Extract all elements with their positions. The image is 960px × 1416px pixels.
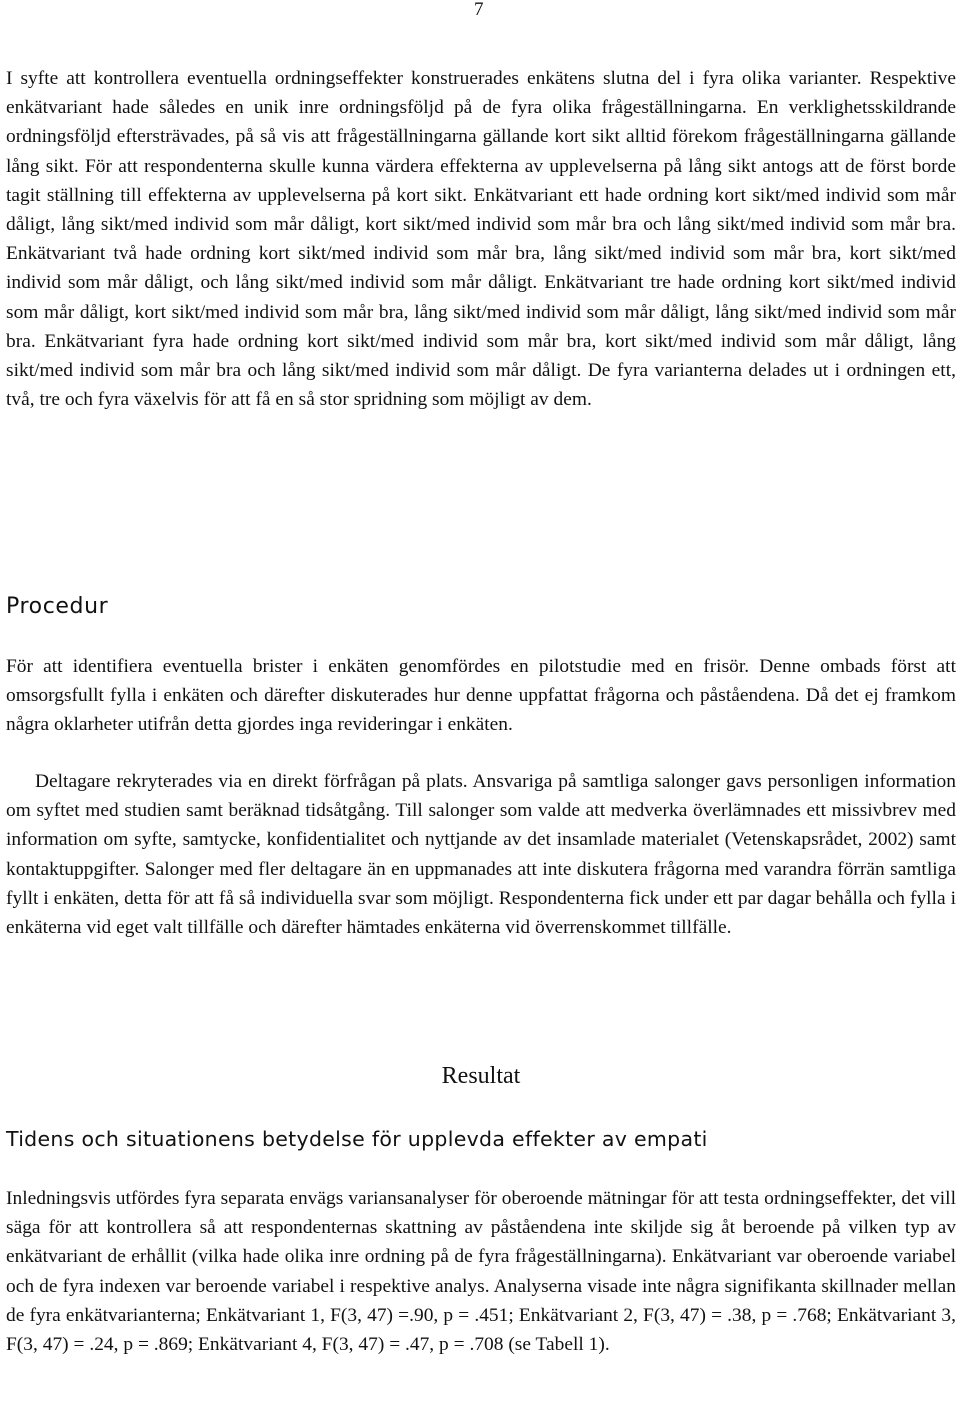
page-number: 7 <box>474 0 484 20</box>
paragraph-pilot-study: För att identifiera eventuella brister i enkäten genomfördes en pilotstudie med en frisör. Denne ombads först att omsorgsfullt fylla i enkäten och därefter diskuterades hur denne uppfattat frågorna och påståendena. Då det ej framkom några oklarheter utifrån detta gjordes inga revideringar i enkäten. <box>6 656 956 736</box>
paragraph-order-effects-analysis: Inledningsvis utfördes fyra separata envägs variansanalyser för oberoende mätningar för att testa ordningseffekter, det vill säga för att kontrollera så att respondenternas skattning av påståendena inte skiljde sig åt beroende på vilken typ av enkätvariant de erhållit (vilka hade olika inre ordning på de fyra frågeställningarna). Enkätvariant var oberoende variabel och de fyra indexen var beroende variabel i respektive analys. Analyserna visade inte några signifikanta skillnader mellan de fyra enkätvarianterna; Enkätvariant 1, F(3, 47) =.90, p = .451; Enkätvariant 2, F(3, 47) = .38, p = .768; Enkätvariant 3, F(3, 47) = .24, p = .869; Enkätvariant 4, F(3, 47) = .47, p = .708 (se Tabell 1). <box>6 1188 956 1356</box>
paragraph-questionnaire-variants: I syfte att kontrollera eventuella ordningseffekter konstruerades enkätens slutna del i fyra olika varianter. Respektive enkätvariant hade således en unik inre ordningsföljd på de fyra olika frågeställningarna. En verklighetsskildrande ordningsföljd eftersträvades, på så vis att frågeställningarna gällande kort sikt alltid förekom frågeställningarna gällande lång sikt. För att respondenterna skulle kunna värdera effekterna av upplevelserna på lång sikt antogs att de först borde tagit ställning till effekterna av upplevelserna på kort sikt. Enkätvariant ett hade ordning kort sikt/med individ som mår dåligt, lång sikt/med individ som mår dåligt, kort sikt/med individ som mår bra och lång sikt/med individ som mår bra. Enkätvariant två hade ordning kort sikt/med individ som mår bra, lång sikt/med individ som mår bra, kort sikt/med individ som mår dåligt, och lång sikt/med individ som mår dåligt. Enkätvariant tre hade ordning kort sikt/med individ som mår dåligt, kort sikt/med individ som mår bra, lång sikt/med individ som mår dåligt, lång sikt/med individ som mår bra. Enkätvariant fyra hade ordning kort sikt/med individ som mår bra, kort sikt/med individ som mår dåligt, lång sikt/med individ som mår bra och lång sikt/med individ som mår dåligt. De fyra varianterna delades ut i ordningen ett, två, tre och fyra växelvis för att få en så stor spridning som möjligt av dem. <box>6 68 956 411</box>
paragraph-recruitment: Deltagare rekryterades via en direkt förfrågan på plats. Ansvariga på samtliga salonger gavs personligen information om syftet med studien samt beräknad tidsåtgång. Till salonger som valde att medverka överlämnades ett missivbrev med information om syfte, samtycke, konfidentialitet och nyttjande av det insamlade materialet (Vetenskapsrådet, 2002) samt kontaktuppgifter. Salonger med fler deltagare än en uppmanades att inte diskutera frågorna med varandra förrän samtliga fyllt i enkäten, detta för att få så individuella svar som möjligt. Respondenterna fick under ett par dagar behålla och fylla i enkäterna vid eget valt tillfälle och därefter hämtades enkäterna vid överrenskommet tillfälle. <box>6 771 956 939</box>
section-heading-resultat: Resultat <box>441 1063 521 1089</box>
subsection-heading: Tidens och situationens betydelse för upplevda effekter av empati <box>6 1127 708 1151</box>
document-page <box>6 0 956 1416</box>
section-heading-procedur: Procedur <box>6 594 109 619</box>
